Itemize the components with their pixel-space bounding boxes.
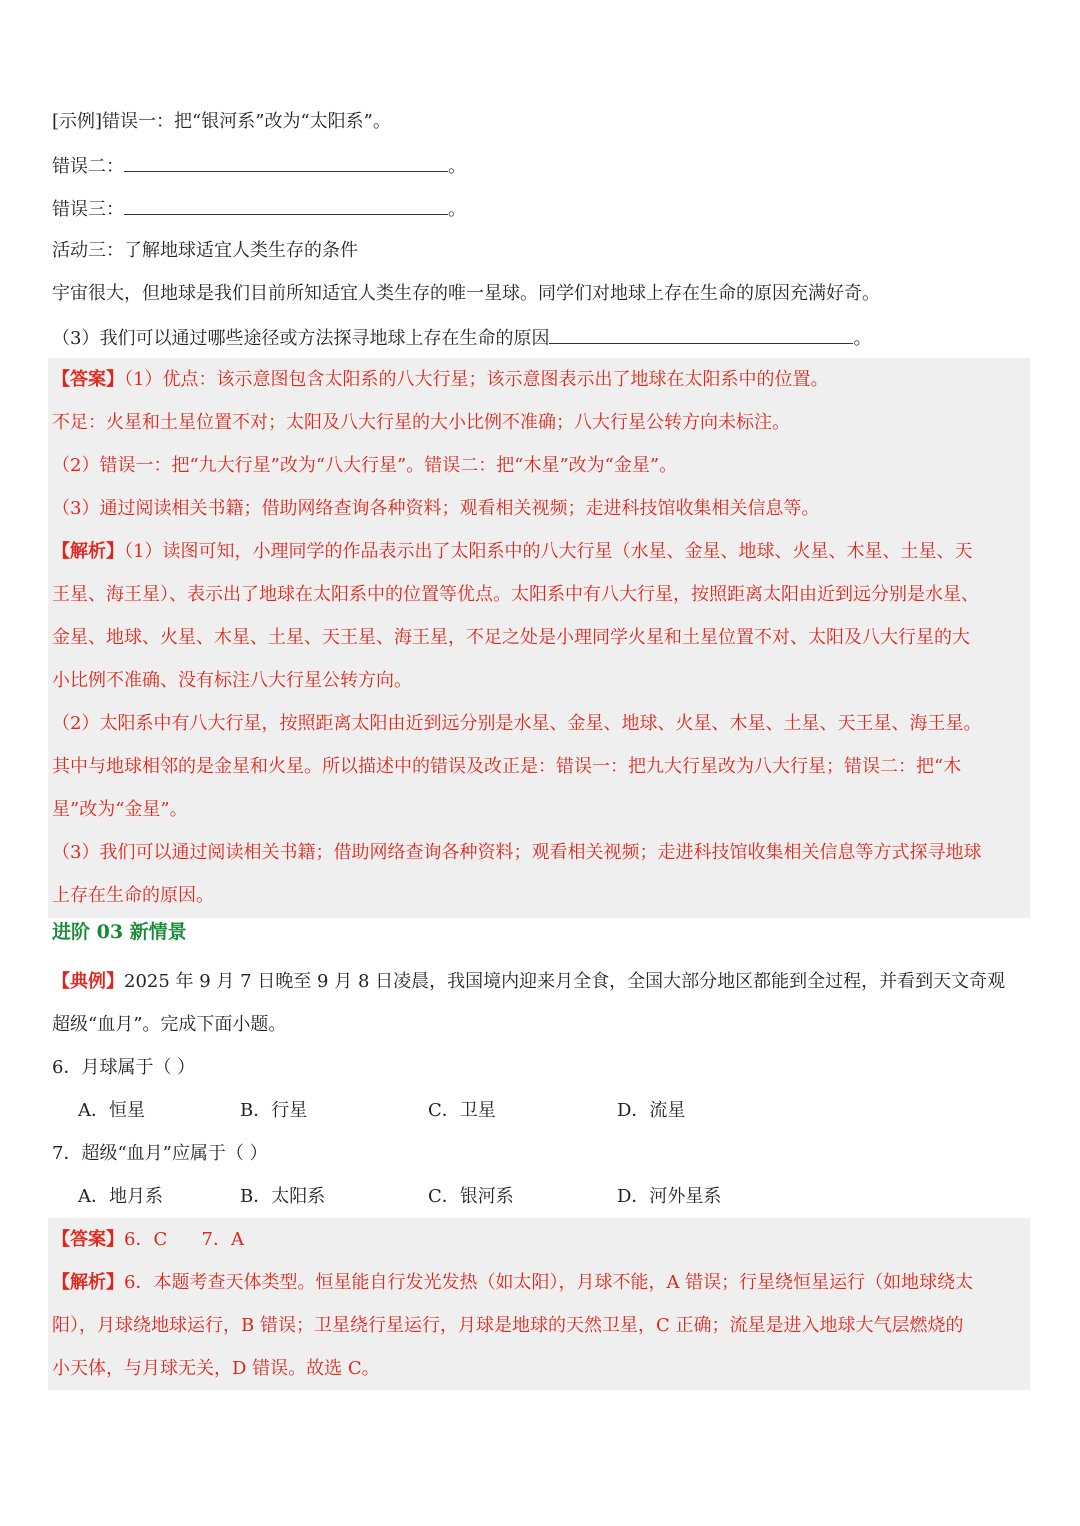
analysis2-tag: 【解析】: [52, 1272, 124, 1293]
error-three-period: 。: [448, 199, 466, 220]
analysis-line-4: 小比例不准确、没有标注八大行星公转方向。: [52, 670, 412, 691]
answer-line-1: [52, 368, 1042, 392]
example-line: [示例]错误一：把“银河系”改为“太阳系”。: [52, 111, 391, 132]
analysis-line-6: 其中与地球相邻的是金星和火星。所以描述中的错误及改正是：错误一：把九大行星改为八大行星；错误二：把“木: [52, 756, 962, 777]
error-two-label: 错误二：: [52, 156, 124, 177]
question-6-stem: 6．月球属于（ ）: [52, 1057, 196, 1078]
answer-line-3: （2）错误一：把“九大行星”改为“八大行星”。错误二：把“木星”改为“金星”。: [52, 455, 678, 476]
q6-option-d[interactable]: D．流星: [617, 1100, 686, 1121]
q6-option-b[interactable]: B．行星: [240, 1100, 308, 1121]
analysis-line-3: 金星、地球、火星、木星、土星、天王星、海王星，不足之处是小理同学火星和土星位置不对、太阳及八大行星的大: [52, 627, 970, 648]
activity-three-intro: 宇宙很大，但地球是我们目前所知适宜人类生存的唯一星球。同学们对地球上存在生命的原因充满好奇。: [52, 283, 880, 304]
analysis-line-9: 上存在生命的原因。: [52, 885, 214, 906]
q7-option-a[interactable]: A．地月系: [78, 1186, 163, 1207]
section-title: 进阶 03 新情景: [52, 921, 187, 943]
analysis2-text-1: 6．本题考查天体类型。恒星能自行发光发热（如太阳），月球不能，A 错误；行星绕恒星运行（如地球绕太: [124, 1272, 974, 1293]
answer2-tag: 【答案】: [52, 1229, 124, 1250]
analysis-line-8: （3）我们可以通过阅读相关书籍；借助网络查询各种资料；观看相关视频；走进科技馆收集相关信息等方式探寻地球: [52, 842, 982, 863]
answer2-text: 6．C 7．A: [124, 1229, 245, 1250]
answer2-line: [52, 1228, 1042, 1252]
q7-option-d[interactable]: D．河外星系: [617, 1186, 722, 1207]
error-three-line: [52, 196, 1042, 222]
analysis-line-2: 王星、海王星）、表示出了地球在太阳系中的位置等优点。太阳系中有八大行星，按照距离太阳由近到远分别是水星、: [52, 584, 979, 605]
analysis2-line-1: [52, 1271, 1042, 1295]
question-three-line: [52, 325, 1042, 351]
answer-line-2: 不足：火星和土星位置不对；太阳及八大行星的大小比例不准确；八大行星公转方向未标注。: [52, 412, 790, 433]
example2-text-1: 2025 年 9 月 7 日晚至 9 月 8 日凌晨，我国境内迎来月全食，全国大部分地区都能到全过程，并看到天文奇观: [124, 971, 1006, 992]
error-three-blank[interactable]: [124, 196, 448, 215]
error-two-blank[interactable]: [124, 153, 448, 172]
q6-option-a[interactable]: A．恒星: [78, 1100, 145, 1121]
error-three-label: 错误三：: [52, 199, 124, 220]
error-two-period: 。: [448, 156, 466, 177]
question-7-stem: 7．超级“血月”应属于（ ）: [52, 1143, 268, 1164]
analysis-line-5: （2）太阳系中有八大行星，按照距离太阳由近到远分别是水星、金星、地球、火星、木星、土星、天王星、海王星。: [52, 713, 982, 734]
question-three-period: 。: [853, 328, 872, 349]
q7-option-b[interactable]: B．太阳系: [240, 1186, 326, 1207]
activity-three-heading: 活动三：了解地球适宜人类生存的条件: [52, 240, 358, 261]
analysis-text-1: （1）读图可知，小理同学的作品表示出了太阳系中的八大行星（水星、金星、地球、火星、木星、土星、天: [124, 541, 973, 562]
analysis2-line-3: 小天体，与月球无关，D 错误。故选 C。: [52, 1358, 380, 1379]
analysis-tag: 【解析】: [52, 541, 124, 562]
analysis-line-1: [52, 540, 1042, 564]
answer-tag: 【答案】: [52, 369, 124, 390]
example2-line-2: 超级“血月”。完成下面小题。: [52, 1014, 287, 1035]
q7-option-c[interactable]: C．银河系: [428, 1186, 514, 1207]
question-three-text: （3）我们可以通过哪些途径或方法探寻地球上存在生命的原因: [52, 328, 550, 349]
answer-text-1: （1）优点：该示意图包含太阳系的八大行星；该示意图表示出了地球在太阳系中的位置。: [124, 369, 829, 390]
analysis2-line-2: 阳），月球绕地球运行，B 错误；卫星绕行星运行，月球是地球的天然卫星，C 正确；流星是进入地球大气层燃烧的: [52, 1315, 964, 1336]
example2-tag: 【典例】: [52, 971, 124, 992]
question-three-blank[interactable]: [549, 325, 853, 344]
error-two-line: [52, 153, 1042, 179]
example2-line-1: [52, 970, 1042, 994]
answer-line-4: （3）通过阅读相关书籍；借助网络查询各种资料；观看相关视频；走进科技馆收集相关信息等。: [52, 498, 820, 519]
analysis-line-7: 星”改为“金星”。: [52, 799, 188, 820]
q6-option-c[interactable]: C．卫星: [428, 1100, 496, 1121]
